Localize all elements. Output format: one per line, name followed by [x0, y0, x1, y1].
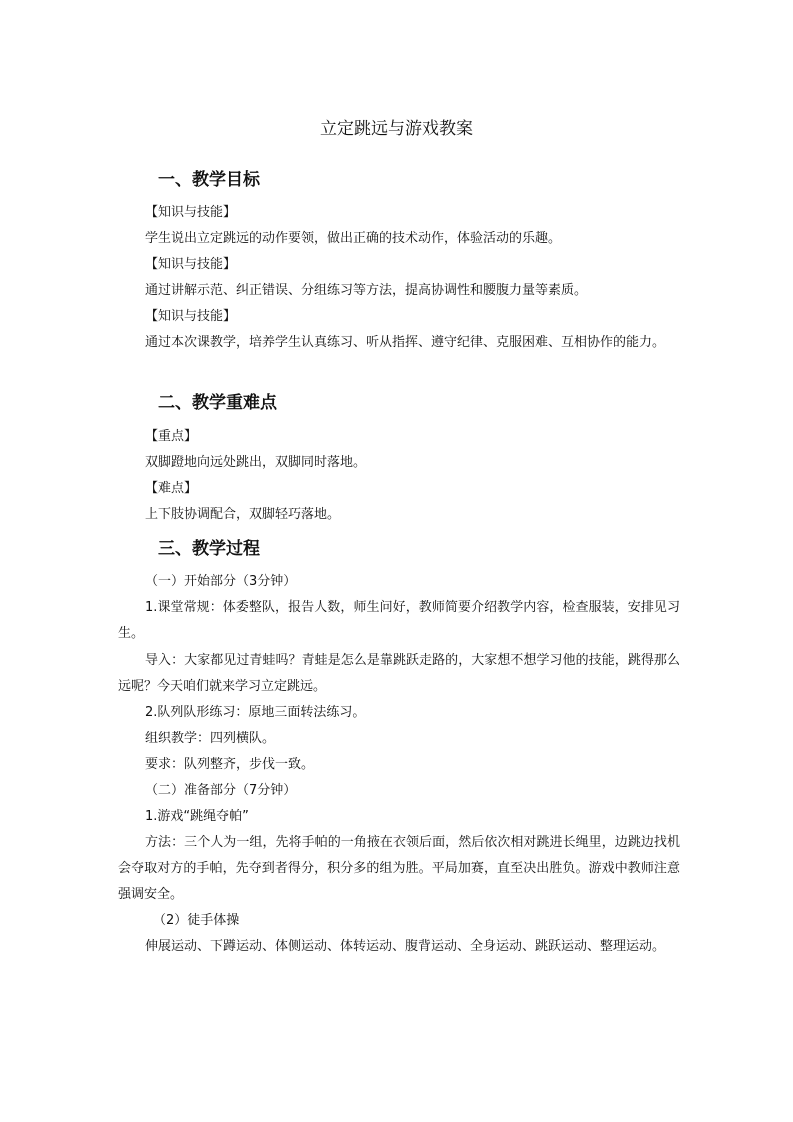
- part-prepare-heading: （二）准备部分（7分钟）: [145, 783, 297, 798]
- label-knowledge-skills-2: 【知识与技能】: [145, 257, 237, 272]
- label-knowledge-skills-1: 【知识与技能】: [145, 205, 237, 220]
- goal-text-1: 学生说出立定跳远的动作要领，做出正确的技术动作，体验活动的乐趣。: [145, 231, 562, 246]
- section-heading-key-points: 二、教学重难点: [158, 393, 277, 413]
- label-difficulty: 【难点】: [145, 481, 198, 496]
- label-knowledge-skills-3: 【知识与技能】: [145, 309, 237, 324]
- process-text-1: 1.课堂常规：体委整队，报告人数，师生问好，教师简要介绍教学内容，检查服装，安排见习生。: [118, 600, 680, 641]
- process-text-9: 伸展运动、下蹲运动、体侧运动、体转运动、腹背运动、全身运动、跳跃运动、整理运动。: [145, 939, 666, 954]
- label-key-point: 【重点】: [145, 429, 198, 444]
- process-text-3: 2.队列队形练习：原地三面转法练习。: [145, 705, 366, 720]
- difficulty-text: 上下肢协调配合，双脚轻巧落地。: [145, 507, 341, 522]
- section-heading-goals: 一、教学目标: [158, 170, 260, 190]
- process-text-7: 方法：三个人为一组，先将手帕的一角掖在衣领后面，然后依次相对跳进长绳里，边跳边找机会夺取对方的手帕，先夺到者得分，积分多的组为胜。平局加赛，直至决出胜负。游戏中教师注意强调安全。: [118, 835, 680, 902]
- process-text-8: （2）徒手体操: [153, 913, 240, 928]
- section-heading-process: 三、教学过程: [158, 539, 260, 559]
- goal-text-3: 通过本次课教学，培养学生认真练习、听从指挥、遵守纪律、克服困难、互相协作的能力。: [145, 335, 666, 350]
- process-text-4: 组织教学：四列横队。: [145, 731, 276, 746]
- process-text-2: 导入：大家都见过青蛙吗？青蛙是怎么是靠跳跃走路的，大家想不想学习他的技能，跳得那么远呢？今天咱们就来学习立定跳远。: [118, 653, 680, 694]
- part-start-heading: （一）开始部分（3分钟）: [145, 574, 297, 589]
- process-text-6: 1.游戏“跳绳夺帕”: [145, 809, 249, 824]
- key-point-text: 双脚蹬地向远处跳出，双脚同时落地。: [145, 455, 367, 470]
- document-title: 立定跳远与游戏教案: [320, 119, 473, 139]
- goal-text-2: 通过讲解示范、纠正错误、分组练习等方法，提高协调性和腰腹力量等素质。: [145, 283, 588, 298]
- process-text-5: 要求：队列整齐，步伐一致。: [145, 757, 315, 772]
